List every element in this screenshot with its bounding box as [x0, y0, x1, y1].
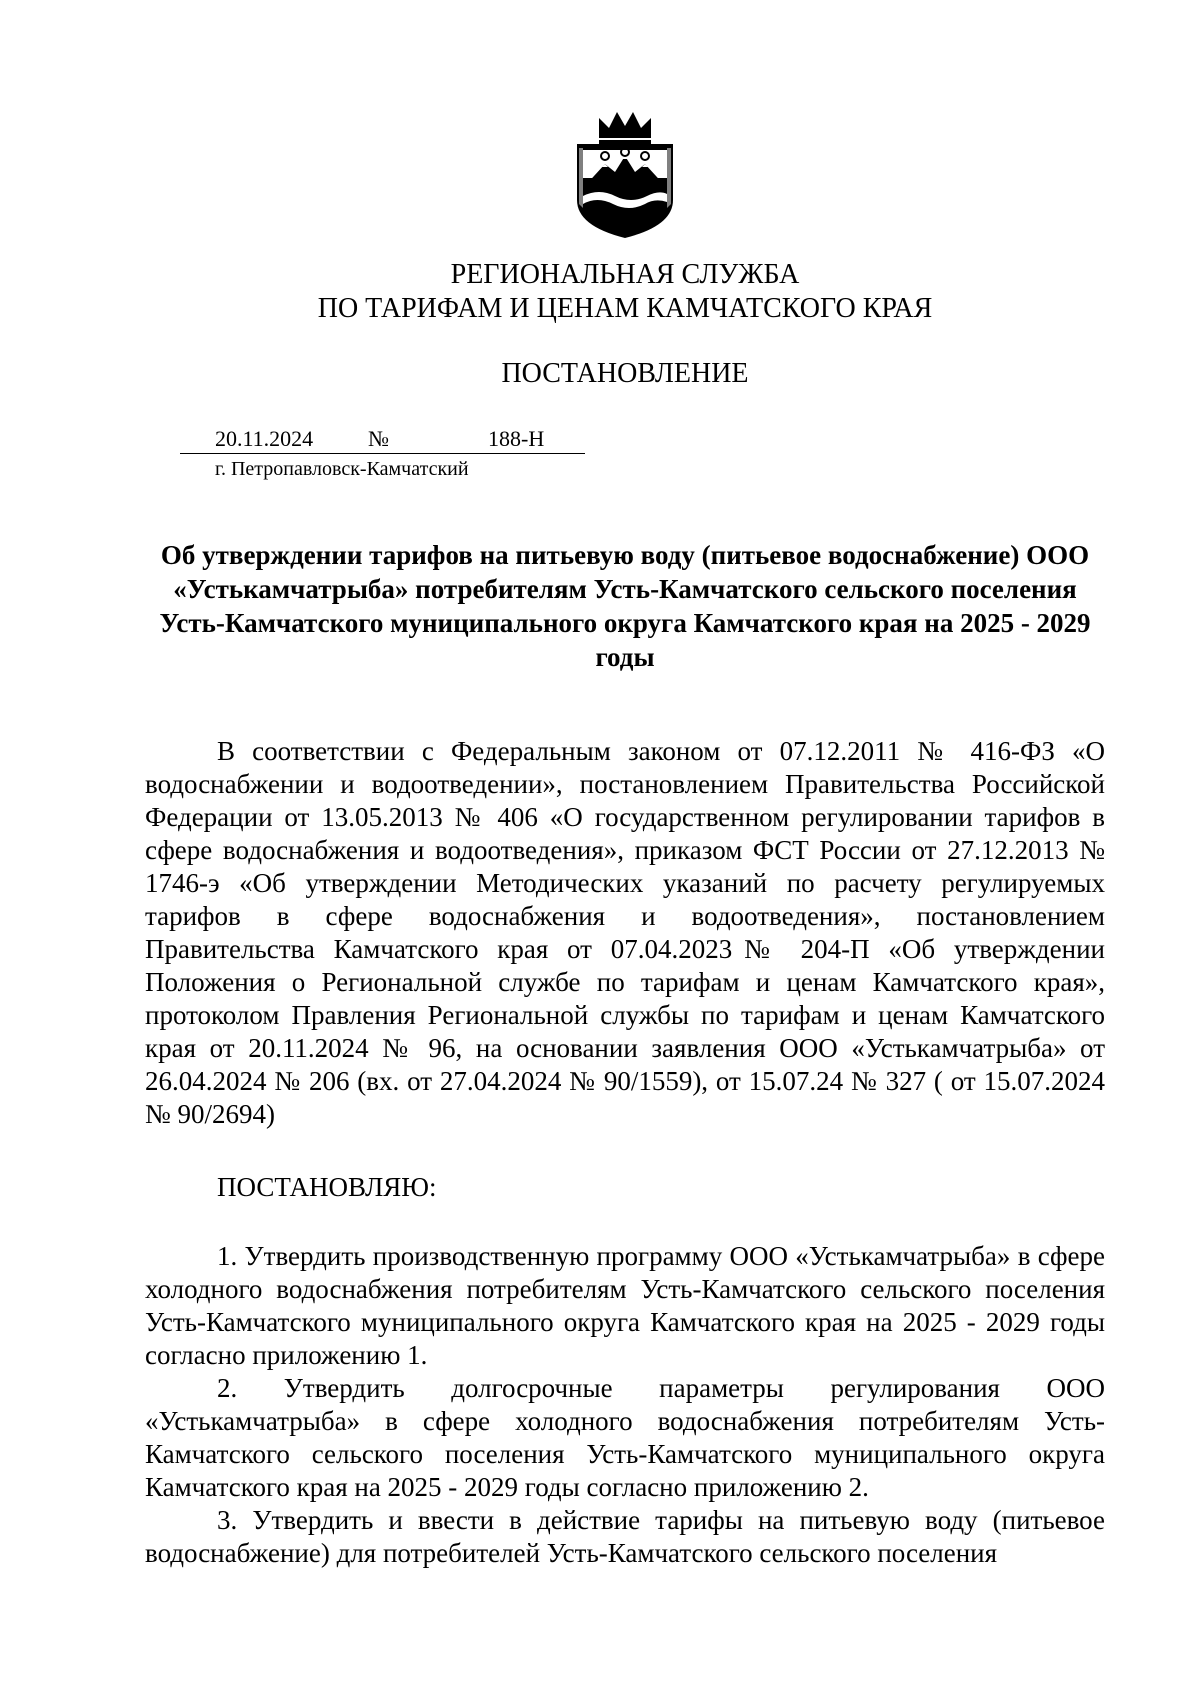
document-title: Об утверждении тарифов на питьевую воду (питьевое водоснабжение) ООО «Устькамчатрыба» потребителям Усть-Камчатского сельского поселения Усть-Камчатского муниципального округа Камчатского края на 2025 - 2029 годы [159, 540, 1091, 672]
document-number: 188-Н [488, 426, 545, 451]
document-city: г. Петропавловск-Камчатский [215, 458, 469, 480]
org-line-2: ПО ТАРИФАМ И ЦЕНАМ КАМЧАТСКОГО КРАЯ [317, 293, 933, 324]
decree-item: 2. Утвердить долгосрочные параметры регулирования ООО «Устькамчатрыба» в сфере холодного водоснабжения потребителям Усть-Камчатского сельского поселения Усть-Камчатского муниципального округа Камчатского края на 2025 - 2029 годы согласно приложению 2. [145, 1373, 1105, 1502]
date-number-line [180, 423, 585, 454]
decree-word: ПОСТАНОВЛЯЮ: [217, 1172, 437, 1202]
issuing-authority [0, 258, 1200, 326]
decree-items [145, 1240, 1105, 1570]
preamble-text: В соответствии с Федеральным законом от 07.12.2011 № 416-ФЗ «О водоснабжении и водоотведении», постановлением Правительства Российской Федерации от 13.05.2013 № 406 «О государственном регулировании тарифов в сфере водоснабжения и водоотведения», приказом ФСТ России от 27.12.2013 № 1746-э «Об утверждении Методических указаний по расчету регулируемых тарифов в сфере водоснабжения и водоотведения», постановлением Правительства Камчатского края от 07.04.2023№ 204-П «Об утверждении Положения о Региональной службе по тарифам и ценам Камчатского края», протоколом Правления Региональной службы по тарифам и ценам Камчатского края от 20.11.2024 № 96, на основании заявления ООО «Устькамчатрыба» от 26.04.2024 № 206 (вх. от 27.04.2024 № 90/1559), от 15.07.24 № 327 ( от 15.07.2024 № 90/2694) [145, 736, 1105, 1129]
preamble [145, 735, 1105, 1131]
org-line-1: РЕГИОНАЛЬНАЯ СЛУЖБА [450, 259, 800, 290]
number-sign: № [368, 426, 389, 451]
coat-of-arms-icon [569, 108, 681, 240]
document-type: ПОСТАНОВЛЕНИЕ [501, 358, 749, 389]
decree-item: 3. Утвердить и ввести в действие тарифы на питьевую воду (питьевое водоснабжение) для потребителей Усть-Камчатского сельского поселения [145, 1505, 1105, 1568]
document-date: 20.11.2024 [215, 426, 314, 451]
decree-item: 1. Утвердить производственную программу ООО «Устькамчатрыба» в сфере холодного водоснабжения потребителям Усть-Камчатского сельского поселения Усть-Камчатского муниципального округа Камчатского края на 2025 - 2029 годы согласно приложению 1. [145, 1241, 1105, 1370]
